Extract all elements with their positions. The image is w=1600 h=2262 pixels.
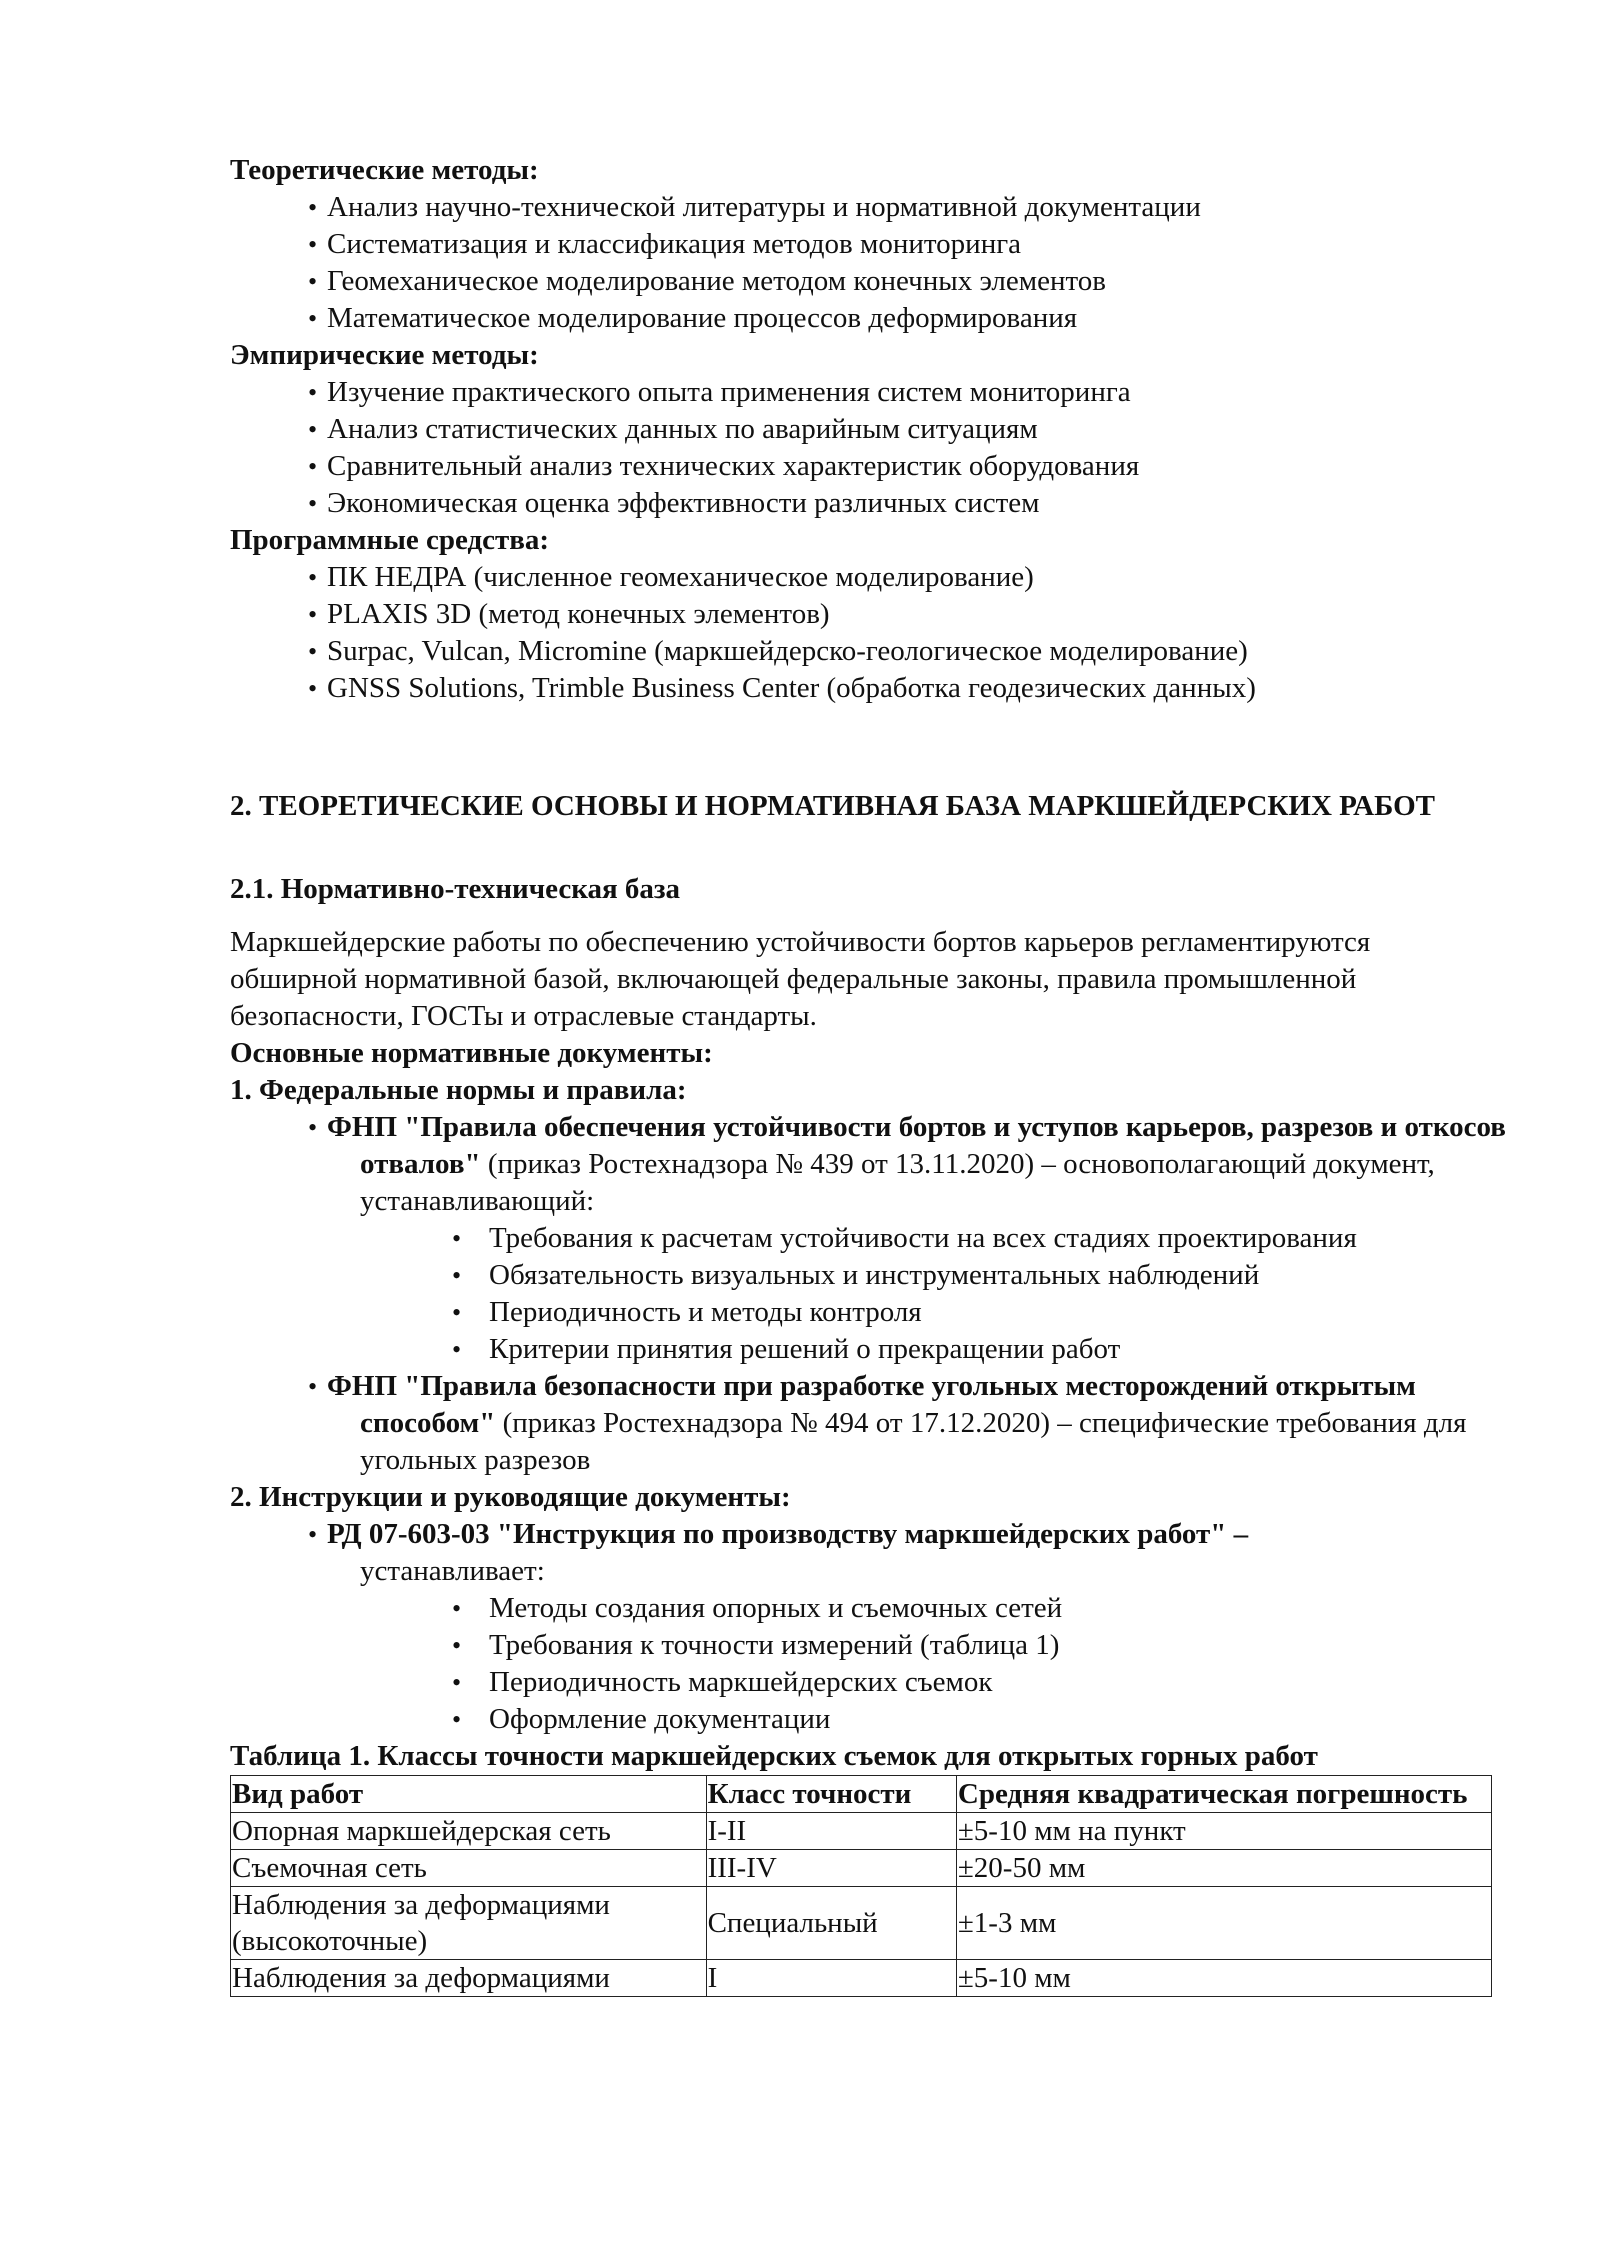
table-row [231, 1887, 1492, 1960]
list-item: • ПК НЕДРА (численное геомеханическое моделирование) [230, 559, 1530, 596]
table-cell: Специальный [706, 1887, 956, 1960]
federal-norms-list [230, 1109, 1530, 1220]
list-item: • Математическое моделирование процессов деформирования [230, 300, 1530, 337]
list-item: • Обязательность визуальных и инструментальных наблюдений [230, 1257, 1530, 1294]
table-cell: Опорная маркшейдерская сеть [231, 1813, 707, 1850]
table-cell: ±5-10 мм на пункт [956, 1813, 1491, 1850]
list-item-fnp-494 [230, 1368, 1530, 1479]
list-item: • Методы создания опорных и съемочных сетей [230, 1590, 1530, 1627]
table-cell: I-II [706, 1813, 956, 1850]
list-item: • Изучение практического опыта применения систем мониторинга [230, 374, 1530, 411]
table-row [231, 1850, 1492, 1887]
column-header: Вид работ [231, 1776, 707, 1813]
table-cell: Наблюдения за деформациями (высокоточные) [231, 1887, 707, 1960]
instructions-heading: 2. Инструкции и руководящие документы: [230, 1481, 791, 1513]
column-header: Средняя квадратическая погрешность [956, 1776, 1491, 1813]
list-item: • Оформление документации [230, 1701, 1530, 1738]
table-row [231, 1960, 1492, 1997]
software-list [230, 559, 1530, 707]
table-row [231, 1813, 1492, 1850]
section-2-title: 2. ТЕОРЕТИЧЕСКИЕ ОСНОВЫ И НОРМАТИВНАЯ БАЗА МАРКШЕЙДЕРСКИХ РАБОТ [230, 790, 1435, 822]
table-cell: III-IV [706, 1850, 956, 1887]
fnp-494-title: ФНП "Правила безопасности при разработке угольных месторождений открытым способом" [327, 1370, 1416, 1439]
theoretical-methods-heading: Теоретические методы: [230, 154, 539, 186]
fnp-439-title: ФНП "Правила обеспечения устойчивости бортов и уступов карьеров, разрезов и откосов отвалов" [327, 1111, 1506, 1180]
list-item-rd-07-603-03 [230, 1516, 1530, 1590]
document-page [230, 152, 1530, 1997]
software-heading: Программные средства: [230, 524, 550, 556]
accuracy-classes-table [230, 1775, 1492, 1997]
fnp-439-requirements-list [230, 1220, 1530, 1368]
empirical-methods-heading: Эмпирические методы: [230, 339, 539, 371]
list-item: • Требования к точности измерений (таблица 1) [230, 1627, 1530, 1664]
list-item: • Критерии принятия решений о прекращении работ [230, 1331, 1530, 1368]
rd-07-603-03-title: РД 07-603-03 "Инструкция по производству маркшейдерских работ" – [327, 1518, 1249, 1550]
table-cell: I [706, 1960, 956, 1997]
list-item: • Анализ статистических данных по аварийным ситуациям [230, 411, 1530, 448]
list-item: • Анализ научно-технической литературы и нормативной документации [230, 189, 1530, 226]
rd-requirements-list [230, 1590, 1530, 1738]
list-item: • Surpac, Vulcan, Micromine (маркшейдерско-геологическое моделирование) [230, 633, 1530, 670]
instructions-list [230, 1516, 1530, 1590]
list-item: • Систематизация и классификация методов мониторинга [230, 226, 1530, 263]
empirical-methods-list [230, 374, 1530, 522]
main-docs-heading: Основные нормативные документы: [230, 1037, 713, 1069]
list-item: • Геомеханическое моделирование методом конечных элементов [230, 263, 1530, 300]
list-item: • Требования к расчетам устойчивости на всех стадиях проектирования [230, 1220, 1530, 1257]
list-item: • Сравнительный анализ технических характеристик оборудования [230, 448, 1530, 485]
federal-norms-heading: 1. Федеральные нормы и правила: [230, 1074, 687, 1106]
column-header: Класс точности [706, 1776, 956, 1813]
fnp-439-description: (приказ Ростехнадзора № 439 от 13.11.2020) – основополагающий документ, устанавливающий: [360, 1148, 1435, 1217]
list-item: • GNSS Solutions, Trimble Business Center (обработка геодезических данных) [230, 670, 1530, 707]
intro-paragraph: Маркшейдерские работы по обеспечению устойчивости бортов карьеров регламентируются обширной нормативной базой, включающей федеральные законы, правила промышленной безопасности, ГОСТы и отраслевые стандарты. [230, 926, 1371, 1032]
list-item: • PLAXIS 3D (метод конечных элементов) [230, 596, 1530, 633]
list-item: • Периодичность маркшейдерских съемок [230, 1664, 1530, 1701]
list-item-fnp-439 [230, 1109, 1530, 1220]
list-item: • Периодичность и методы контроля [230, 1294, 1530, 1331]
table-cell: ±20-50 мм [956, 1850, 1491, 1887]
fnp-494-description: (приказ Ростехнадзора № 494 от 17.12.2020) – специфические требования для угольных разрезов [360, 1407, 1467, 1476]
table-cell: Наблюдения за деформациями [231, 1960, 707, 1997]
table-cell: Съемочная сеть [231, 1850, 707, 1887]
list-item: • Экономическая оценка эффективности различных систем [230, 485, 1530, 522]
theoretical-methods-list [230, 189, 1530, 337]
rd-07-603-03-description: устанавливает: [360, 1555, 545, 1587]
table-cell: ±5-10 мм [956, 1960, 1491, 1997]
federal-norms-list-continued [230, 1368, 1530, 1479]
table-header-row [231, 1776, 1492, 1813]
table-1-caption: Таблица 1. Классы точности маркшейдерских съемок для открытых горных работ [230, 1740, 1318, 1772]
table-cell: ±1-3 мм [956, 1887, 1491, 1960]
subsection-2-1-title: 2.1. Нормативно-техническая база [230, 873, 681, 905]
